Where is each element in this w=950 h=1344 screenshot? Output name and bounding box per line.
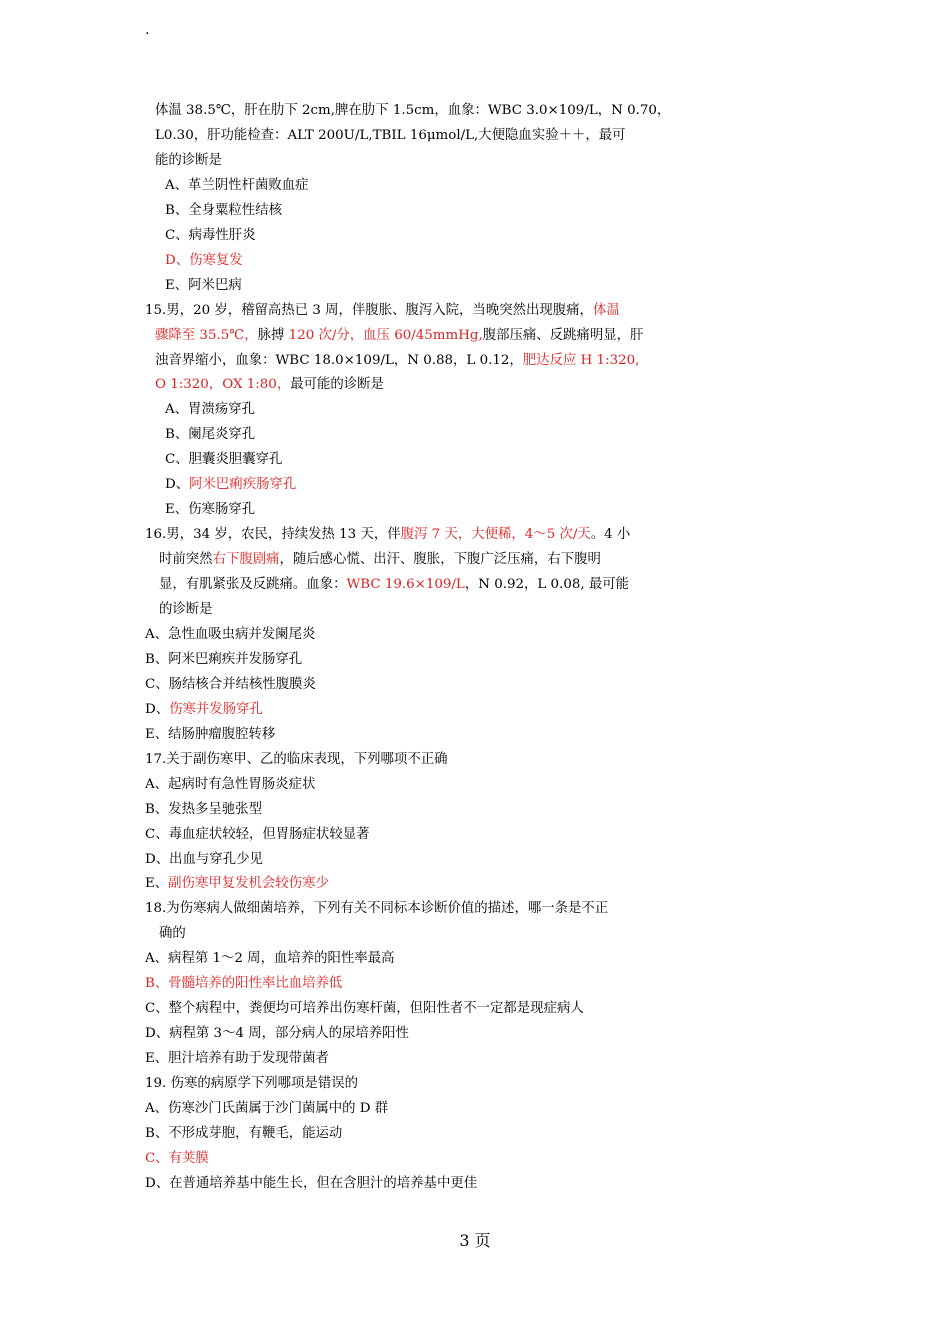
highlighted-text: 阿米巴痢疾肠穿孔 (189, 477, 297, 493)
text-segment: 体温 38.5℃，肝在肋下 2cm,脾在肋下 1.5cm，血象：WBC 3.0×109/L，N 0.70， (155, 103, 671, 118)
text-line (145, 900, 608, 920)
highlighted-text: B、骨髓培养的阳性率比血培养低 (145, 976, 343, 992)
text-line (165, 401, 255, 421)
text-segment: E、阿米巴病 (165, 277, 242, 293)
highlighted-text: 骤降至 35.5℃， (155, 327, 258, 343)
text-segment: 的诊断是 (159, 602, 213, 617)
text-line (165, 476, 296, 496)
text-segment: L0.30，肝功能检查：ALT 200U/L,TBIL 16μmol/L,大便隐血实验＋＋，最可 (155, 127, 626, 143)
text-line (145, 950, 394, 970)
text-line (145, 801, 262, 821)
highlighted-text: 体温 (592, 302, 620, 318)
text-segment: C、肠结核合并结核性腹膜炎 (145, 676, 316, 692)
text-segment: A、急性血吸虫病并发阑尾炎 (145, 626, 316, 642)
text-line (165, 277, 242, 297)
text-segment: D、出血与穿孔少见 (145, 851, 263, 867)
text-segment: A、胃溃疡穿孔 (165, 402, 256, 418)
text-line (145, 851, 263, 871)
text-line (145, 676, 316, 696)
text-line (145, 1150, 209, 1170)
text-segment: 确的 (159, 926, 186, 942)
text-line (145, 826, 370, 846)
highlighted-text: O 1:320，OX 1:80， (155, 377, 291, 393)
text-segment: C、病毒性肝炎 (165, 227, 256, 243)
text-segment: 时前突然 (159, 552, 213, 568)
text-segment: B、阿米巴痢疾并发肠穿孔 (145, 651, 303, 667)
text-segment: E、 (145, 876, 169, 892)
text-line (155, 102, 670, 122)
header-mark: . (145, 22, 150, 38)
text-line (165, 177, 309, 197)
text-segment: 16.男，34 岁，农民，持续发热 13 天，伴 (145, 527, 401, 543)
text-line (165, 426, 255, 446)
text-segment: A、伤寒沙门氏菌属于沙门菌属中的 D 群 (145, 1101, 389, 1116)
text-line (145, 1100, 388, 1120)
text-line (145, 302, 620, 322)
text-line (155, 127, 626, 147)
text-line (165, 501, 255, 521)
text-segment: 浊音界缩小，血象：WBC 18.0×109/L，N 0.88，L 0.12， (155, 352, 523, 368)
page-number: 3 页 (459, 1231, 491, 1250)
text-segment: C、胆囊炎胆囊穿孔 (165, 452, 283, 468)
highlighted-text: 副伤寒甲复发机会较伤寒少 (168, 876, 329, 892)
text-line (145, 1125, 342, 1145)
highlighted-text: 肥达反应 H 1:320, (522, 352, 640, 368)
text-segment: ，N 0.92，L 0.08, 最可能 (464, 577, 630, 593)
text-segment: 腹部压痛、反跳痛明显，肝 (482, 327, 644, 343)
text-line (155, 376, 384, 396)
text-line (159, 576, 629, 596)
text-segment: 能的诊断是 (155, 152, 222, 168)
text-line (145, 751, 448, 771)
text-line (145, 1050, 329, 1070)
text-line (145, 875, 329, 895)
text-segment: B、发热多呈驰张型 (145, 801, 262, 817)
text-line (145, 626, 315, 646)
text-segment: ，随后感心慌、出汗、腹胀，下腹广泛压痛，右下腹明 (279, 552, 601, 568)
text-line (145, 1075, 358, 1095)
text-line (145, 726, 275, 746)
text-segment: E、胆汁培养有助于发现带菌者 (145, 1051, 329, 1067)
text-segment: D、病程第 3～4 周，部分病人的尿培养阳性 (145, 1026, 409, 1042)
text-segment: 15.男，20 岁，稽留高热已 3 周，伴腹胀、腹泻入院，当晚突然出现腹痛， (145, 302, 593, 318)
text-line (159, 925, 186, 945)
text-segment: B、全身粟粒性结核 (165, 202, 282, 218)
text-segment: 脉搏 (257, 327, 289, 343)
text-line (155, 352, 639, 372)
text-segment: 最可能的诊断是 (290, 377, 384, 393)
text-line (155, 152, 222, 172)
text-segment: A、病程第 1～2 周，血培养的阳性率最高 (145, 951, 395, 967)
highlighted-text: D、伤寒复发 (165, 252, 243, 268)
text-segment: E、伤寒肠穿孔 (165, 502, 256, 518)
text-line (145, 1000, 584, 1020)
text-line (155, 327, 643, 347)
text-segment: 。4 小 (590, 527, 631, 543)
text-line (165, 227, 256, 247)
text-line (145, 776, 315, 796)
text-line (145, 701, 263, 721)
text-line (145, 1175, 477, 1195)
text-line (165, 252, 243, 272)
text-segment: B、不形成芽胞，有鞭毛，能运动 (145, 1125, 343, 1141)
highlighted-text: 右下腹剧痛 (212, 552, 280, 568)
highlighted-text: C、有荚膜 (145, 1150, 209, 1166)
text-segment: 19. 伤寒的病原学下列哪项是错误的 (145, 1076, 359, 1092)
text-segment: 显，有肌紧张及反跳痛。血象： (159, 577, 347, 593)
text-segment: E、结肠肿瘤腹腔转移 (145, 726, 276, 742)
text-line (145, 526, 630, 546)
text-line (165, 451, 282, 471)
text-segment: B、阑尾炎穿孔 (165, 427, 256, 443)
text-segment: A、起病时有急性胃肠炎症状 (145, 776, 316, 792)
text-line (145, 651, 302, 671)
text-line (159, 601, 213, 621)
text-segment: D、 (165, 477, 190, 493)
highlighted-text: WBC 19.6×109/L (346, 577, 465, 593)
text-segment: 18.为伤寒病人做细菌培养，下列有关不同标本诊断价值的描述，哪一条是不正 (145, 901, 609, 917)
highlighted-text: 伤寒并发肠穿孔 (169, 701, 263, 717)
text-line (145, 975, 342, 995)
text-segment: 17.关于副伤寒甲、乙的临床表现，下列哪项不正确 (145, 751, 448, 767)
text-segment: C、毒血症状较轻，但胃肠症状较显著 (145, 826, 370, 842)
text-line (159, 551, 601, 571)
highlighted-text: 120 次/分，血压 60/45mmHg, (288, 327, 483, 343)
text-line (145, 1025, 409, 1045)
text-segment: A、革兰阴性杆菌败血症 (165, 177, 309, 193)
text-segment: C、整个病程中，粪便均可培养出伤寒杆菌，但阳性者不一定都是现症病人 (145, 1001, 584, 1017)
text-segment: D、 (145, 701, 170, 717)
text-segment: D、在普通培养基中能生长，但在含胆汁的培养基中更佳 (145, 1175, 478, 1191)
highlighted-text: 腹泻 7 天，大便稀，4～5 次/天 (400, 527, 591, 543)
text-line (165, 202, 282, 222)
